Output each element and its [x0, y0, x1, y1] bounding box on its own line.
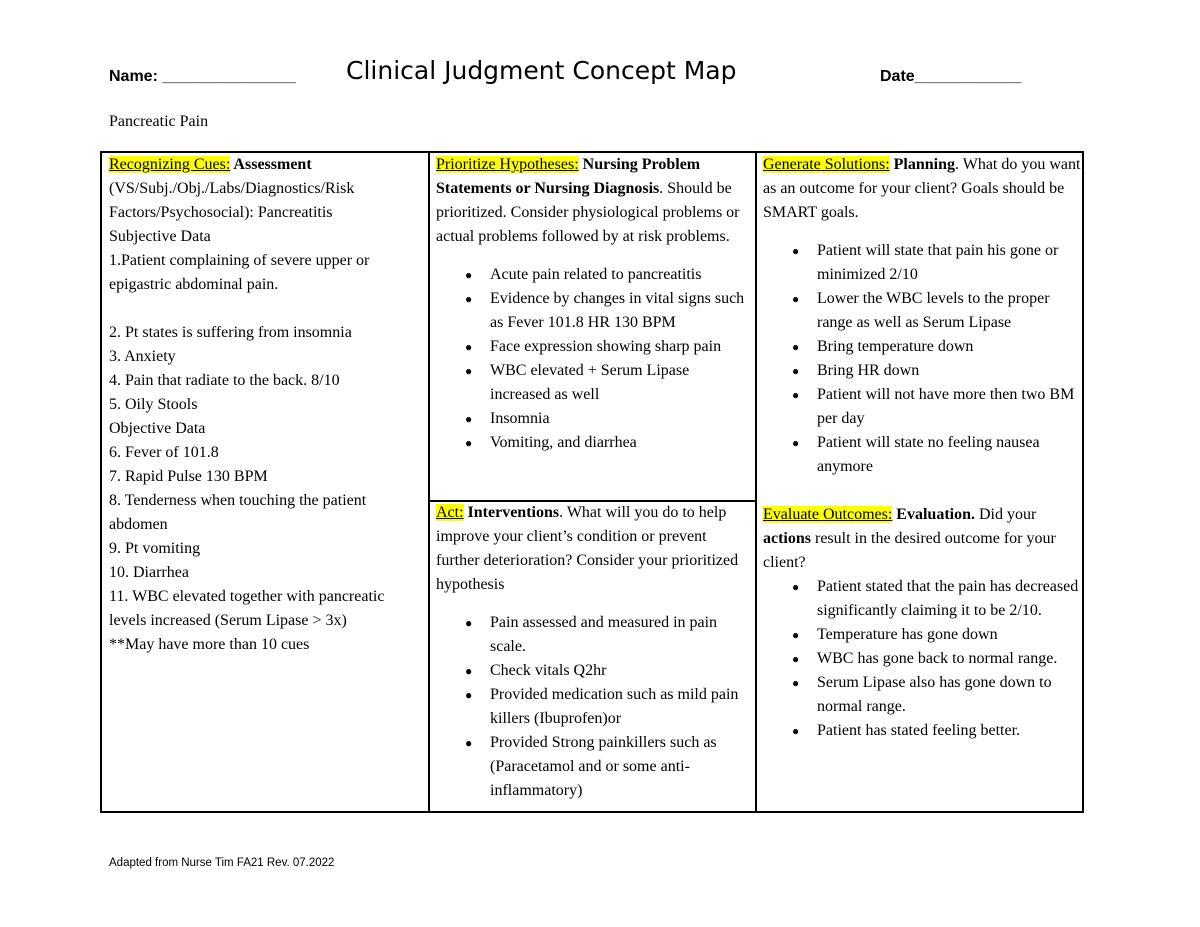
act-heading-bold: Interventions — [463, 504, 560, 521]
hypotheses-heading-description: . Should be prioritized. Consider physiological problems or actual problems followed by at risk problems. — [436, 180, 740, 245]
cues-heading-description: (VS/Subj./Obj./Labs/Diagnostics/Risk Factors/Psychosocial): Pancreatitis — [109, 180, 355, 221]
cell-act-interventions — [436, 501, 752, 809]
list-item: ● Patient will not have more then two BM per day — [817, 383, 1081, 431]
list-item: ● Provided Strong painkillers such as (Paracetamol and or some anti-inflammatory) — [490, 731, 752, 803]
concept-map-table — [100, 151, 1084, 813]
cue-item: 3. Anxiety — [109, 348, 176, 365]
footer-credit: Adapted from Nurse Tim FA21 Rev. 07.2022 — [109, 857, 335, 869]
cue-item: 9. Pt vomiting — [109, 540, 201, 557]
list-item: ● Temperature has gone down — [817, 623, 1081, 647]
list-item: ● Insomnia — [490, 407, 752, 431]
cue-item: 8. Tenderness when touching the patient abdomen — [109, 492, 367, 533]
list-item: ● WBC elevated + Serum Lipase increased as well — [490, 359, 752, 407]
act-heading-highlight: Act: — [436, 504, 464, 521]
cue-item: 6. Fever of 101.8 — [109, 444, 219, 461]
cue-item: 5. Oily Stools — [109, 396, 198, 413]
column-divider — [428, 153, 430, 811]
cue-item: 7. Rapid Pulse 130 BPM — [109, 468, 268, 485]
solutions-heading-highlight: Generate Solutions: — [763, 156, 890, 173]
list-item: ● Face expression showing sharp pain — [490, 335, 752, 359]
cell-recognizing-cues — [109, 153, 423, 809]
subjective-data-label: Subjective Data — [109, 228, 211, 245]
cue-item: 4. Pain that radiate to the back. 8/10 — [109, 372, 340, 389]
list-item: ● Provided medication such as mild pain killers (Ibuprofen)or — [490, 683, 752, 731]
evaluate-heading-text: Did your — [974, 506, 1037, 523]
hypotheses-list — [436, 263, 752, 455]
cue-item: 2. Pt states is suffering from insomnia — [109, 324, 352, 341]
hypotheses-heading-bold: Nursing Problem Statements or Nursing Diagnosis — [436, 156, 701, 197]
evaluate-heading — [763, 503, 1081, 575]
list-item: ● WBC has gone back to normal range. — [817, 647, 1081, 671]
list-item: ● Serum Lipase also has gone down to normal range. — [817, 671, 1081, 719]
list-item: ● Patient will state no feeling nausea anymore — [817, 431, 1081, 479]
list-item: ● Evidence by changes in vital signs such as Fever 101.8 HR 130 BPM — [490, 287, 752, 335]
evaluate-heading-highlight: Evaluate Outcomes: — [763, 506, 893, 523]
list-item: ● Lower the WBC levels to the proper range as well as Serum Lipase — [817, 287, 1081, 335]
list-item: ● Bring HR down — [817, 359, 1081, 383]
evaluate-heading-actions: actions — [763, 530, 811, 547]
solutions-heading-bold: Planning — [889, 156, 955, 173]
solutions-heading-description: . What do you want as an outcome for your client? Goals should be SMART goals. — [763, 156, 1081, 221]
list-item: ● Check vitals Q2hr — [490, 659, 752, 683]
list-item: ● Vomiting, and diarrhea — [490, 431, 752, 455]
hypotheses-heading-highlight: Prioritize Hypotheses: — [436, 156, 579, 173]
list-item: ● Pain assessed and measured in pain scale. — [490, 611, 752, 659]
cues-heading-bold: Assessment — [230, 156, 312, 173]
act-heading-description: . What will you do to help improve your client’s condition or prevent further deterioration? Consider your prioritized hypothesis — [436, 504, 739, 593]
cues-heading-highlight: Recognizing Cues: — [109, 156, 231, 173]
solutions-list — [763, 239, 1081, 479]
column-divider — [755, 153, 757, 811]
cue-item: 11. WBC elevated together with pancreatic levels increased (Serum Lipase > 3x) — [109, 588, 385, 629]
list-item: ● Acute pain related to pancreatitis — [490, 263, 752, 287]
page-subtitle: Pancreatic Pain — [109, 113, 209, 130]
solutions-heading — [763, 153, 1081, 225]
name-field-label: Name: _______________ — [109, 68, 296, 85]
list-item: ● Patient will state that pain his gone or minimized 2/10 — [817, 239, 1081, 287]
cue-item: 10. Diarrhea — [109, 564, 189, 581]
list-item: ● Bring temperature down — [817, 335, 1081, 359]
list-item: ● Patient stated that the pain has decreased significantly claiming it to be 2/10. — [817, 575, 1081, 623]
evaluate-heading-description: result in the desired outcome for your client? — [763, 530, 1056, 571]
evaluation-list — [763, 575, 1081, 743]
objective-data-label: Objective Data — [109, 420, 206, 437]
cell-prioritize-hypotheses — [436, 153, 752, 498]
list-item: ● Patient has stated feeling better. — [817, 719, 1081, 743]
page-title: Clinical Judgment Concept Map — [346, 56, 737, 85]
cell-generate-solutions — [763, 153, 1081, 809]
cues-note: **May have more than 10 cues — [109, 636, 310, 653]
date-field-label: Date____________ — [880, 68, 1022, 85]
cues-heading — [109, 153, 423, 177]
hypotheses-heading — [436, 153, 752, 249]
cue-item: 1.Patient complaining of severe upper or epigastric abdominal pain. — [109, 252, 370, 293]
interventions-list — [436, 611, 752, 803]
act-heading — [436, 501, 752, 597]
evaluate-heading-bold: Evaluation. — [892, 506, 975, 523]
